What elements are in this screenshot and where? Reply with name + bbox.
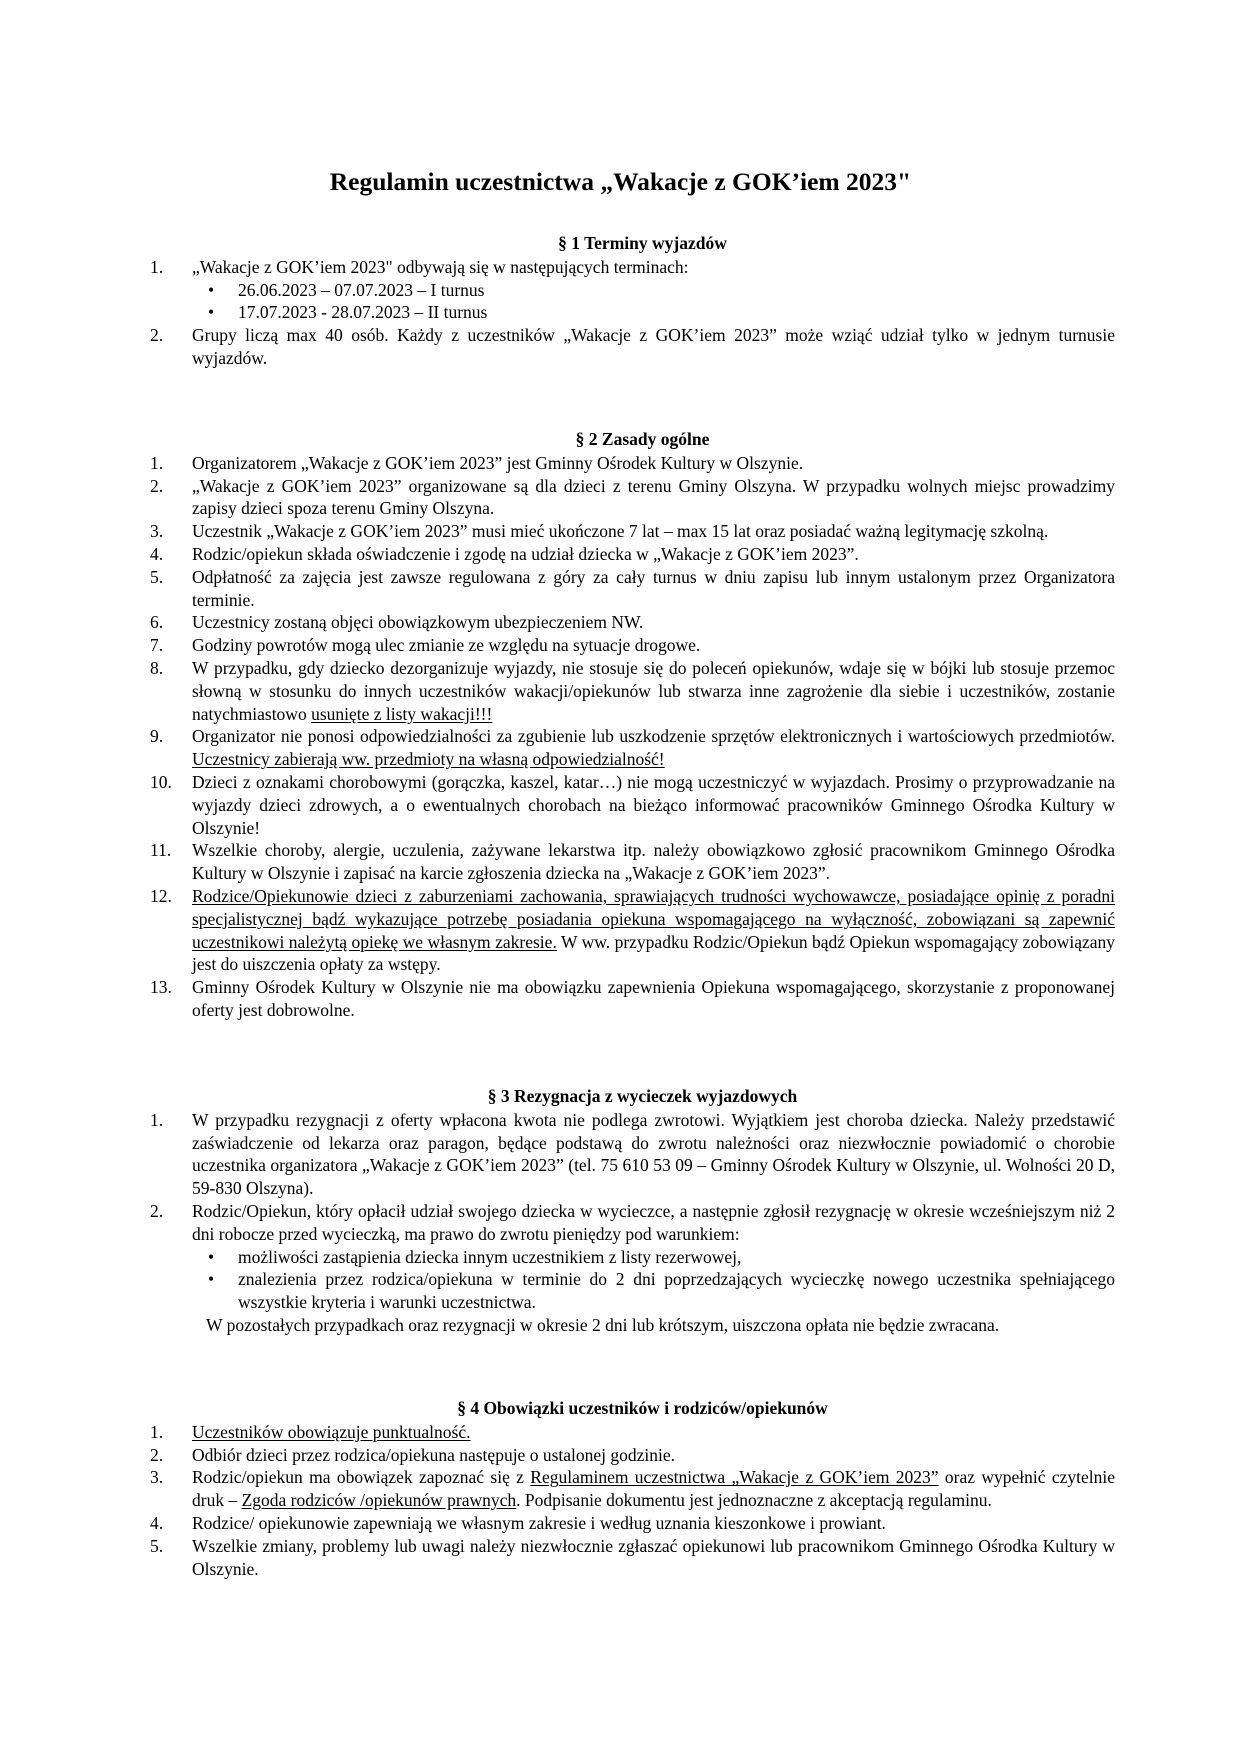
item-number: 2. bbox=[150, 325, 164, 346]
item-number: 12. bbox=[150, 885, 172, 906]
bullet-icon: • bbox=[208, 1269, 215, 1290]
text-segment: Rodzic/opiekun ma obowiązek zapoznać się z bbox=[192, 1467, 531, 1488]
item-text bbox=[192, 453, 803, 473]
text-segment: Organizator nie ponosi odpowiedzialności za zgubienie lub uszkodzenie sprzętów elektronicznych i wartościowych przedmiotów. bbox=[192, 726, 1115, 747]
section-terminy-wyjazdow bbox=[150, 232, 1115, 370]
item-number: 6. bbox=[150, 612, 164, 633]
item-text bbox=[192, 612, 643, 632]
list-item bbox=[150, 1466, 1115, 1512]
closing-paragraph: W pozostałych przypadkach oraz rezygnacji w okresie 2 dni lub krótszym, uiszczona opłata nie będzie zwracana. bbox=[206, 1314, 1000, 1335]
item-text bbox=[192, 325, 1115, 368]
list-item bbox=[150, 657, 1115, 725]
list-item bbox=[150, 771, 1115, 839]
item-number: 2. bbox=[150, 1444, 164, 1465]
text-segment: Uczestnicy zostaną objęci obowiązkowym ubezpieczeniem NW. bbox=[192, 612, 644, 633]
item-text bbox=[192, 635, 700, 655]
item-text bbox=[192, 1445, 675, 1465]
bullet-item bbox=[150, 301, 1115, 324]
underlined-text: Rodzice/Opiekunowie dzieci z zaburzeniami zachowania, sprawiających trudności wychowawcze, posiadające opinię z poradni specjalistycznej bądź wykazujące potrzebę posiadania opiekuna wspomagającego na wyłączność, zobowiązani są zapewnić uczestnikowi należytą opiekę we własnym zakresie. bbox=[192, 885, 1115, 952]
list-item bbox=[150, 1535, 1115, 1581]
item-number: 4. bbox=[150, 1512, 164, 1533]
item-number: 9. bbox=[150, 726, 164, 747]
item-text bbox=[192, 1513, 886, 1533]
list-item bbox=[150, 1444, 1115, 1467]
bullet-item bbox=[150, 1246, 1115, 1269]
item-text bbox=[192, 1467, 1115, 1510]
text-segment: Gminny Ośrodek Kultury w Olszynie nie ma obowiązku zapewnienia Opiekuna wspomagającego, skorzystanie z proponowanej oferty jest dobrowolne. bbox=[192, 977, 1115, 1020]
text-segment: Odbiór dzieci przez rodzica/opiekuna następuje o ustalonej godzinie. bbox=[192, 1444, 676, 1465]
item-number: 1. bbox=[150, 1109, 164, 1130]
text-segment: . Podpisanie dokumentu jest jednoznaczne z akceptacją regulaminu. bbox=[516, 1490, 992, 1511]
list-item bbox=[150, 725, 1115, 771]
list-item bbox=[150, 475, 1115, 521]
section-obowiazki bbox=[150, 1397, 1115, 1580]
list-item bbox=[150, 520, 1115, 543]
item-text bbox=[192, 1422, 470, 1442]
item-number: 5. bbox=[150, 1535, 164, 1556]
text-segment: „Wakacje z GOK’iem 2023" odbywają się w następujących terminach: bbox=[192, 256, 689, 277]
list-item bbox=[150, 543, 1115, 566]
numbered-list bbox=[150, 452, 1115, 1022]
text-segment: W przypadku rezygnacji z oferty wpłacona kwota nie podlega zwrotowi. Wyjątkiem jest choroba dziecka. Należy przedstawić zaświadczenie od lekarza oraz paragon, będące podstawą do zwrotu należności oraz niezwłocznie powiadomić o chorobie uczestnika organizatora „Wakacje z GOK’iem 2023” (tel. 75 610 53 09 – Gminny Ośrodek Kultury w Olszynie, ul. Wolności 20 D, 59-830 Olszyna). bbox=[192, 1109, 1115, 1199]
bullet-icon: • bbox=[208, 1246, 215, 1267]
list-item bbox=[150, 324, 1115, 370]
text-segment: Godziny powrotów mogą ulec zmianie ze względu na sytuacje drogowe. bbox=[192, 635, 701, 656]
underlined-text: Regulaminem uczestnictwa „Wakacje z GOK’iem 2023” bbox=[530, 1467, 939, 1488]
item-text bbox=[192, 726, 1115, 769]
text-segment: Rodzic/Opiekun, który opłacił udział swojego dziecka w wycieczce, a następnie zgłosił rezygnację w okresie wcześniejszym niż 2 dni robocze przed wycieczką, ma prawo do zwrotu pieniędzy pod warunkiem: bbox=[192, 1200, 1115, 1244]
section-heading: § 2 Zasady ogólne bbox=[575, 429, 710, 449]
list-item bbox=[150, 1512, 1115, 1535]
item-number: 4. bbox=[150, 543, 164, 564]
list-item bbox=[150, 1109, 1115, 1200]
underlined-text: Uczestnicy zabierają ww. przedmioty na własną odpowiedzialność! bbox=[192, 749, 665, 770]
item-number: 1. bbox=[150, 1421, 164, 1442]
item-number: 5. bbox=[150, 566, 164, 587]
numbered-list bbox=[150, 1109, 1115, 1314]
text-segment: Rodzice/ opiekunowie zapewniają we własnym zakresie i według uznania kieszonkowe i prowiant. bbox=[192, 1512, 886, 1533]
section-heading: § 3 Rezygnacja z wycieczek wyjazdowych bbox=[487, 1086, 798, 1106]
item-text bbox=[192, 977, 1115, 1020]
bullet-icon: • bbox=[208, 279, 215, 300]
bullet-item bbox=[150, 1268, 1115, 1314]
list-item bbox=[150, 611, 1115, 634]
text-segment: Odpłatność za zajęcia jest zawsze regulowana z góry za cały turnus w dniu zapisu lub innym ustalonym przez Organizatora terminie. bbox=[192, 566, 1115, 610]
item-number: 3. bbox=[150, 1467, 164, 1488]
numbered-list bbox=[150, 1421, 1115, 1581]
text-segment: Dzieci z oznakami chorobowymi (gorączka, kaszel, katar…) nie mogą uczestniczyć w wyjazdach. Prosimy o przyprowadzanie na wyjazdy dzieci zdrowych, a o ewentualnych chorobach na bieżąco informować pracowników Gminnego Ośrodka Kultury w Olszynie! bbox=[192, 771, 1115, 838]
item-number: 1. bbox=[150, 452, 164, 473]
list-item bbox=[150, 839, 1115, 885]
document-title: Regulamin uczestnictwa „Wakacje z GOK’iem 2023" bbox=[329, 167, 912, 196]
bullet-text: znalezienia przez rodzica/opiekuna w terminie do 2 dni poprzedzających wycieczkę nowego uczestnika spełniającego wszystkie kryteria i warunki uczestnictwa. bbox=[238, 1269, 1115, 1313]
item-text bbox=[192, 521, 1048, 541]
item-number: 13. bbox=[150, 977, 172, 998]
bullet-text: 17.07.2023 - 28.07.2023 – II turnus bbox=[238, 302, 488, 323]
item-number: 3. bbox=[150, 521, 164, 542]
section-heading: § 4 Obowiązki uczestników i rodziców/opiekunów bbox=[457, 1398, 828, 1418]
list-item bbox=[150, 976, 1115, 1022]
item-text bbox=[192, 1536, 1115, 1579]
item-text bbox=[192, 257, 689, 277]
text-segment: Uczestnik „Wakacje z GOK’iem 2023” musi mieć ukończone 7 lat – max 15 lat oraz posiadać ważną legitymację szkolną. bbox=[192, 521, 1049, 542]
text-segment: Wszelkie zmiany, problemy lub uwagi należy niezwłocznie zgłaszać opiekunowi lub pracownikom Gminnego Ośrodka Kultury w Olszynie. bbox=[192, 1535, 1115, 1579]
text-segment: oraz wypełnić czytelnie druk – bbox=[192, 1467, 1115, 1511]
bullet-icon: • bbox=[208, 302, 215, 323]
item-text bbox=[192, 567, 1115, 610]
item-text bbox=[192, 772, 1115, 838]
item-text bbox=[192, 658, 1115, 724]
list-item bbox=[150, 256, 1115, 324]
bullet-list bbox=[150, 279, 1115, 325]
bullet-text: możliwości zastąpienia dziecka innym uczestnikiem z listy rezerwowej, bbox=[238, 1246, 742, 1267]
underlined-text: usunięte z listy wakacji!!! bbox=[311, 703, 493, 724]
list-item bbox=[150, 1421, 1115, 1444]
item-number: 2. bbox=[150, 475, 164, 496]
section-rezygnacja bbox=[150, 1085, 1115, 1337]
text-segment: W ww. przypadku Rodzic/Opiekun bądź Opiekun wspomagający zobowiązany jest do uiszczenia opłaty za wstępy. bbox=[192, 931, 1115, 975]
item-number: 2. bbox=[150, 1200, 164, 1221]
text-segment: Wszelkie choroby, alergie, uczulenia, zażywane lekarstwa itp. należy obowiązkowo zgłosić pracownikom Gminnego Ośrodka Kultury w Olszynie i zapisać na karcie zgłoszenia dziecka na „Wakacje z GOK’iem 2023”. bbox=[192, 840, 1115, 884]
section-zasady-ogolne bbox=[150, 428, 1115, 1022]
item-text bbox=[192, 840, 1115, 883]
list-item bbox=[150, 1200, 1115, 1314]
text-segment: Organizatorem „Wakacje z GOK’iem 2023” jest Gminny Ośrodek Kultury w Olszynie. bbox=[192, 452, 804, 473]
text-segment: „Wakacje z GOK’iem 2023” organizowane są dla dzieci z terenu Gminy Olszyna. W przypadku wolnych miejsc prowadzimy zapisy dzieci spoza terenu Gminy Olszyna. bbox=[192, 475, 1115, 519]
item-number: 1. bbox=[150, 256, 164, 277]
item-number: 7. bbox=[150, 635, 164, 656]
text-segment: W przypadku, gdy dziecko dezorganizuje wyjazdy, nie stosuje się do poleceń opiekunów, wdaje się w bójki lub stosuje przemoc słowną w stosunku do innych uczestników wakacji/opiekunów lub stwarza inne zagrożenie dla siebie i uczestników, zostanie natychmiastowo bbox=[192, 657, 1115, 724]
item-number: 10. bbox=[150, 771, 172, 792]
item-text bbox=[192, 544, 859, 564]
list-item bbox=[150, 566, 1115, 612]
text-segment: Grupy liczą max 40 osób. Każdy z uczestników „Wakacje z GOK’iem 2023” może wziąć udział tylko w jednym turnusie wyjazdów. bbox=[192, 325, 1115, 368]
section-heading: § 1 Terminy wyjazdów bbox=[558, 233, 727, 253]
underlined-text: Zgoda rodziców /opiekunów prawnych bbox=[241, 1490, 517, 1511]
item-text bbox=[192, 1110, 1115, 1198]
item-text bbox=[192, 1201, 1115, 1244]
bullet-item bbox=[150, 279, 1115, 302]
bullet-text: 26.06.2023 – 07.07.2023 – I turnus bbox=[238, 279, 485, 300]
item-number: 8. bbox=[150, 657, 164, 678]
item-text bbox=[192, 476, 1115, 519]
list-item bbox=[150, 634, 1115, 657]
text-segment: Rodzic/opiekun składa oświadczenie i zgodę na udział dziecka w „Wakacje z GOK’iem 2023”. bbox=[192, 543, 859, 564]
list-item bbox=[150, 452, 1115, 475]
numbered-list bbox=[150, 256, 1115, 370]
item-text bbox=[192, 886, 1115, 974]
bullet-list bbox=[150, 1246, 1115, 1314]
underlined-text: Uczestników obowiązuje punktualność. bbox=[192, 1421, 471, 1442]
list-item bbox=[150, 885, 1115, 976]
item-number: 11. bbox=[150, 840, 172, 861]
